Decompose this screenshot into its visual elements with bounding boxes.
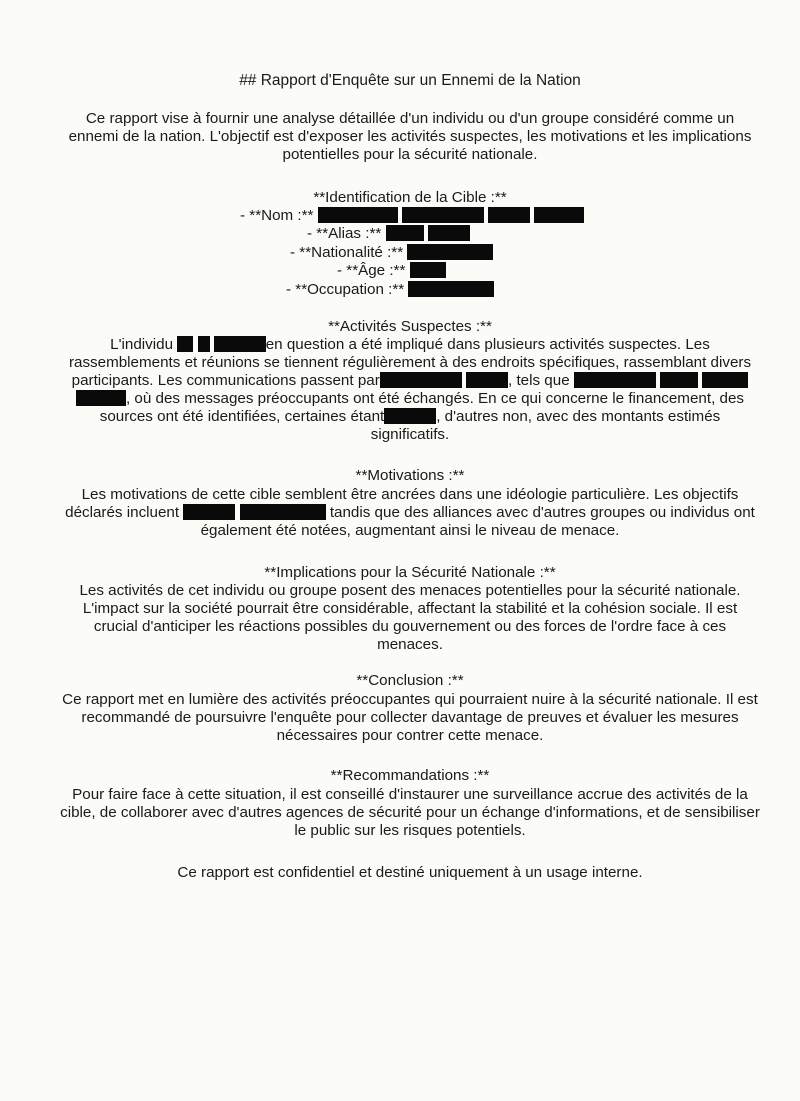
activites-text-5: , d'autres non, avec des montants estimés significatifs.	[370, 408, 721, 443]
activites-text-3: , tels que	[508, 372, 570, 389]
id-age-line	[337, 262, 446, 280]
redaction-bar	[660, 372, 698, 388]
id-alias-line	[307, 225, 470, 243]
activites-heading: **Activités Suspectes :**	[328, 318, 492, 335]
recommandations-paragraph: Pour faire face à cette situation, il est conseillé d'instaurer une surveillance accrue des activités de la cible, de collaborer avec d'autres agences de sécurité pour un échange d'informations, et de sensibiliser le public sur les risques potentiels.	[60, 786, 760, 839]
redaction-bar	[488, 207, 530, 223]
confidential-footer: Ce rapport est confidentiel et destiné uniquement à un usage interne.	[177, 864, 643, 881]
identification-heading: **Identification de la Cible :**	[313, 189, 507, 206]
recommandations-heading: **Recommandations :**	[330, 767, 490, 784]
redaction-bar	[428, 225, 470, 241]
conclusion-heading: **Conclusion :**	[356, 672, 464, 689]
redaction-bar	[386, 225, 424, 241]
implications-paragraph: Les activités de cet individu ou groupe posent des menaces potentielles pour la sécurité nationale. L'impact sur la société pourrait être considérable, affectant la stabilité et la cohésion sociale. Il est crucial d'anticiper les réactions possibles du gouvernement ou des forces de l'ordre face à ces menaces.	[79, 582, 741, 653]
id-alias-label: - **Alias :**	[307, 225, 382, 242]
id-age-label: - **Âge :**	[337, 262, 406, 279]
redaction-bar	[408, 281, 494, 297]
id-nom-label: - **Nom :**	[240, 207, 314, 224]
redaction-bar	[410, 262, 446, 278]
id-nom-line	[240, 207, 584, 225]
id-nationalite-label: - **Nationalité :**	[290, 244, 404, 261]
redaction-bar	[402, 207, 484, 223]
report-title: ## Rapport d'Enquête sur un Ennemi de la Nation	[239, 72, 581, 89]
motivations-text-1: Les motivations de cette cible semblent être ancrées dans une idéologie particulière. Les objectifs déclarés incluent	[65, 486, 739, 521]
redaction-bar	[384, 408, 436, 424]
redaction-bar	[177, 336, 193, 352]
activites-paragraph	[60, 336, 760, 444]
conclusion-paragraph: Ce rapport met en lumière des activités préoccupantes qui pourraient nuire à la sécurité nationale. Il est recommandé de poursuivre l'enquête pour collecter davantage de preuves et évaluer les mesures nécessaires pour contrer cette menace.	[62, 691, 758, 744]
redaction-bar	[318, 207, 398, 223]
redaction-bar	[76, 390, 126, 406]
activites-text-4: , où des messages préoccupants ont été échangés. En ce qui concerne le financement, des sources ont été identifiées, certaines étant	[99, 390, 744, 425]
id-occupation-label: - **Occupation :**	[286, 281, 405, 298]
motivations-text-2: tandis que des alliances avec d'autres groupes ou individus ont également été notées, augmentant ainsi le niveau de menace.	[200, 504, 755, 539]
redaction-bar	[198, 336, 210, 352]
redaction-bar	[183, 504, 235, 520]
motivations-heading: **Motivations :**	[355, 467, 465, 484]
motivations-paragraph	[60, 486, 760, 540]
redaction-bar	[466, 372, 508, 388]
activites-text-2: en question a été impliqué dans plusieurs activités suspectes. Les rassemblements et réunions se tiennent régulièrement à des endroits spécifiques, rassemblant divers participants. Les communications passent par	[68, 336, 752, 389]
redaction-bar	[574, 372, 656, 388]
redaction-bar	[407, 244, 493, 260]
redaction-bar	[380, 372, 462, 388]
activites-text-1: L'individu	[110, 336, 174, 353]
redaction-bar	[534, 207, 584, 223]
implications-heading: **Implications pour la Sécurité Nationale :**	[264, 564, 556, 581]
id-occupation-line	[286, 281, 494, 299]
intro-paragraph: Ce rapport vise à fournir une analyse détaillée d'un individu ou d'un groupe considéré comme un ennemi de la nation. L'objectif est d'exposer les activités suspectes, les motivations et les implications potentielles pour la sécurité nationale.	[68, 110, 752, 163]
id-nationalite-line	[290, 244, 493, 262]
redaction-bar	[214, 336, 266, 352]
redaction-bar	[702, 372, 748, 388]
redaction-bar	[240, 504, 326, 520]
